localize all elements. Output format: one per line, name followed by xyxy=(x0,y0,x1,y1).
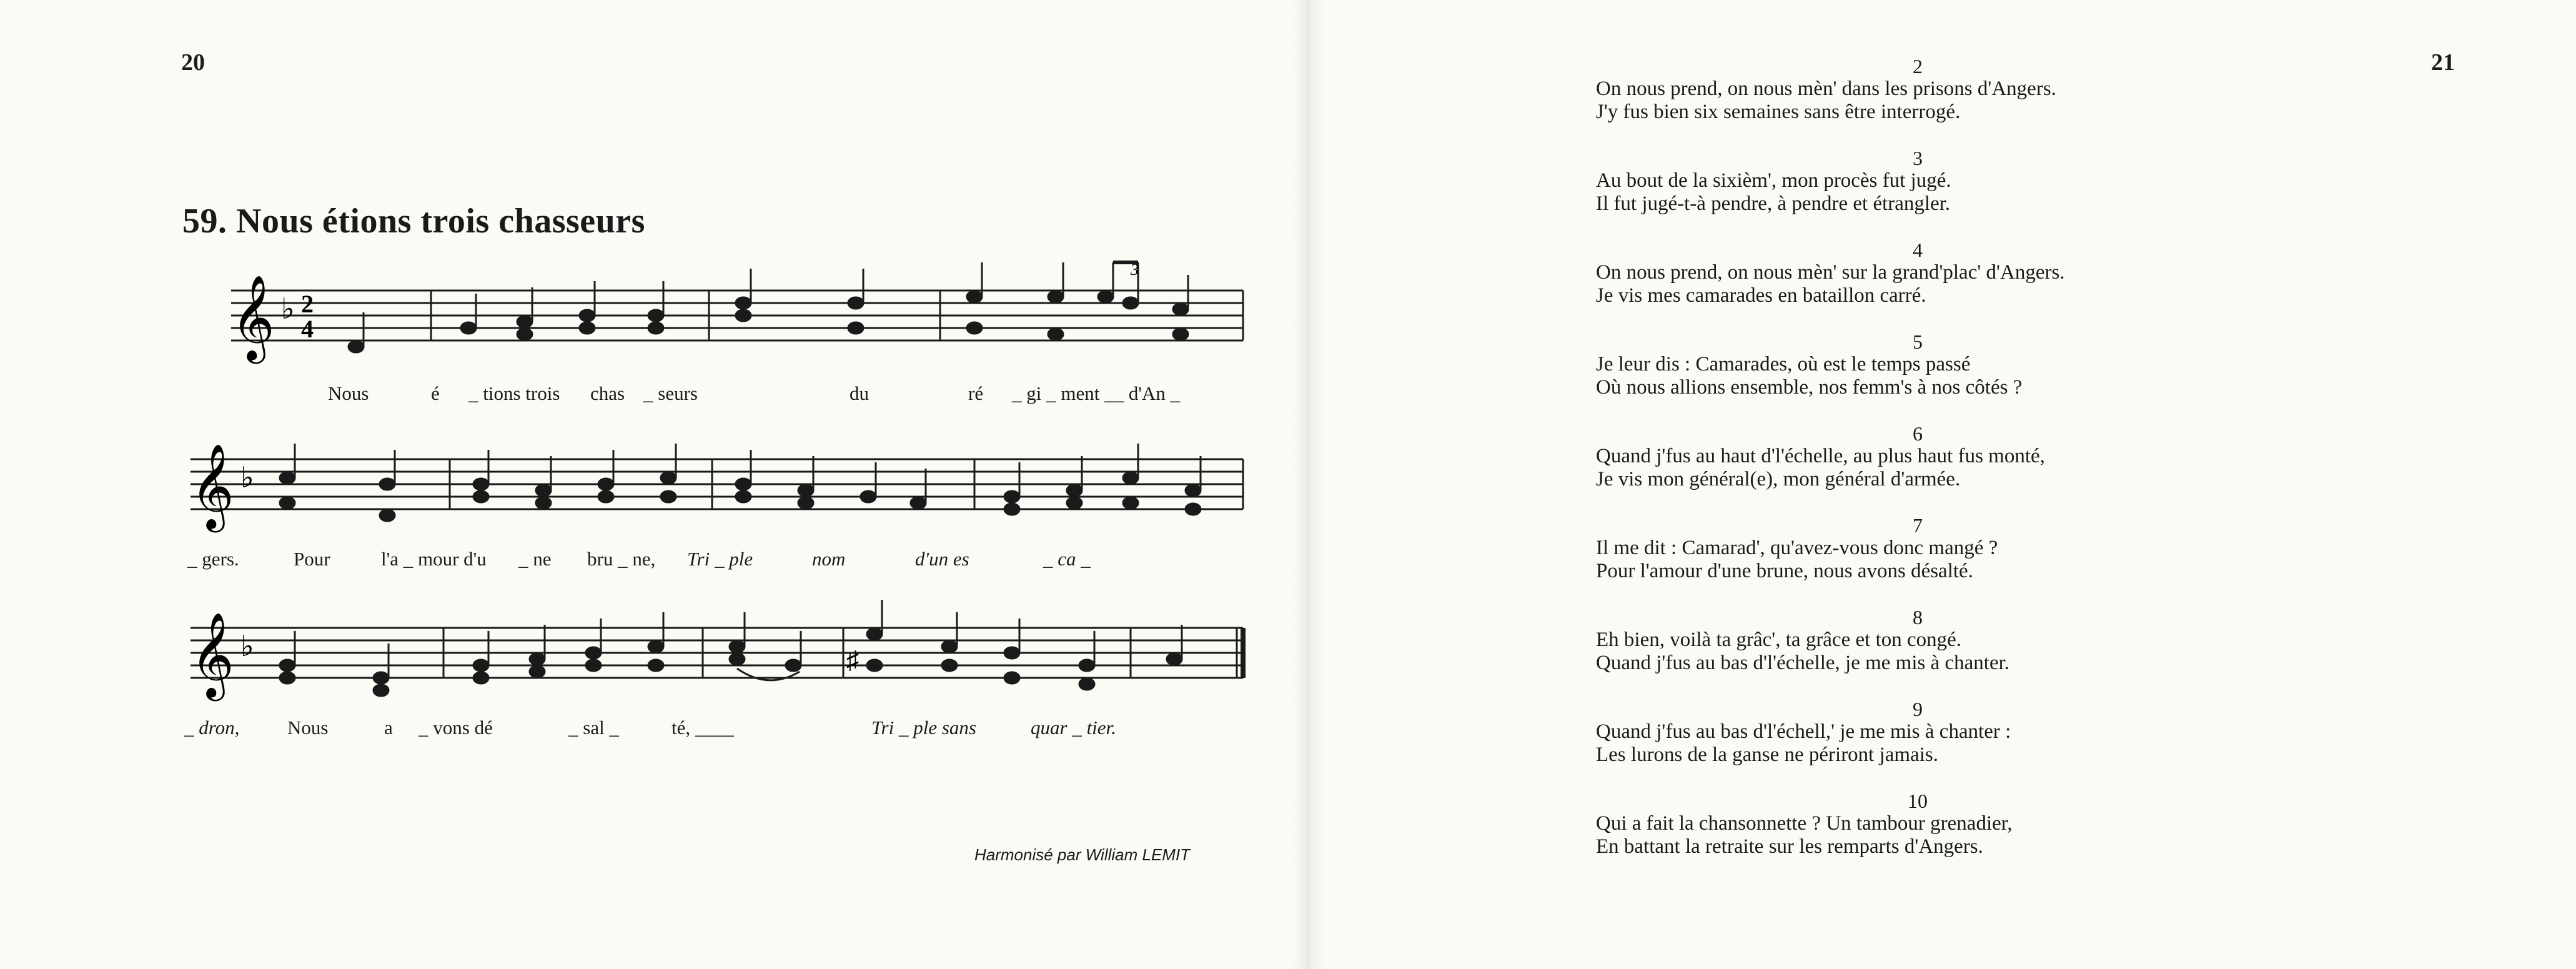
lyric-syllable: _ seurs xyxy=(643,382,698,404)
lyric-syllable: _ gi _ ment __ d'An _ xyxy=(1012,382,1181,404)
staff3-lyrics xyxy=(184,717,1116,738)
lyric-syllable: té, ____ xyxy=(671,717,734,738)
verse xyxy=(1596,514,2333,606)
verse-number: 10 xyxy=(1908,790,1928,812)
verse-line: Je leur dis : Camarades, où est le temps passé xyxy=(1596,353,1971,375)
lyric-syllable: _ vons dé xyxy=(419,717,493,738)
verse-line: Je vis mes camarades en bataillon carré. xyxy=(1596,284,1926,307)
verse xyxy=(1596,147,2333,239)
verse xyxy=(1596,698,2333,790)
lyric-syllable: du xyxy=(850,382,869,404)
verse-line: Je vis mon général(e), mon général d'armée. xyxy=(1596,468,1961,490)
lyric-syllable: _ ne xyxy=(518,548,552,570)
verse-line: Au bout de la sixièm', mon procès fut jugé. xyxy=(1596,169,1951,192)
verse-number: 7 xyxy=(1913,514,1923,537)
lyric-syllable: _ sal _ xyxy=(568,717,619,738)
lyric-syllable: Nous xyxy=(287,717,329,738)
lyric-syllable: l'a _ mour d'u xyxy=(381,548,487,570)
verse-line: J'y fus bien six semaines sans être interrogé. xyxy=(1596,101,1961,123)
verse xyxy=(1596,55,2333,147)
page-number-left: 20 xyxy=(181,49,205,76)
lyric-syllable: _ gers. xyxy=(187,548,239,570)
verse-number: 3 xyxy=(1913,147,1923,169)
verse-number: 4 xyxy=(1913,239,1923,261)
music-staff-1 xyxy=(181,261,1256,437)
verse xyxy=(1596,330,2333,422)
verse-line: Pour l'amour d'une brune, nous avons désalté. xyxy=(1596,560,1973,582)
verse-number: 6 xyxy=(1913,422,1923,445)
lyric-syllable: Tri _ ple sans xyxy=(871,717,976,738)
staff1-lyrics xyxy=(328,382,1181,404)
verse-line: Où nous allions ensemble, nos femm's à nos côtés ? xyxy=(1596,376,2023,399)
flat-key-signature-icon: ♭ xyxy=(240,630,254,662)
verse-number: 2 xyxy=(1913,55,1923,77)
verse-line: On nous prend, on nous mèn' dans les prisons d'Angers. xyxy=(1596,77,2056,100)
lyric-syllable: Nous xyxy=(328,382,369,404)
treble-clef-icon: 𝄞 xyxy=(231,277,275,359)
verse-line: Eh bien, voilà ta grâc', ta grâce et ton congé. xyxy=(1596,629,1962,651)
treble-clef-icon: 𝄞 xyxy=(191,445,234,527)
notes xyxy=(349,262,1188,352)
lyric-syllable: _ tions trois xyxy=(468,382,560,404)
verse-number: 8 xyxy=(1913,606,1923,629)
verse-line: Il me dit : Camarad', qu'avez-vous donc mangé ? xyxy=(1596,537,1998,559)
lyric-syllable: ré xyxy=(968,382,984,404)
lyric-syllable: bru _ ne, xyxy=(587,548,656,570)
verse-line: Quand j'fus au haut d'l'échelle, au plus haut fus monté, xyxy=(1596,445,2045,467)
verse xyxy=(1596,790,2333,882)
lyric-syllable: é xyxy=(431,382,440,404)
harmonization-credit: Harmonisé par William LEMIT xyxy=(974,845,1191,864)
song-title: 59. Nous étions trois chasseurs xyxy=(182,202,645,241)
verse xyxy=(1596,422,2333,514)
flat-key-signature-icon: ♭ xyxy=(281,293,295,325)
lyric-syllable: _ dron, xyxy=(184,717,240,738)
notes xyxy=(280,600,1182,696)
flat-key-signature-icon: ♭ xyxy=(240,462,254,494)
verse-line: Quand j'fus au bas d'l'échelle, je me mis à chanter. xyxy=(1596,652,2010,674)
time-signature: 2 xyxy=(301,290,314,318)
lyric-syllable: quar _ tier. xyxy=(1031,717,1116,738)
lyric-syllable: nom xyxy=(812,548,846,570)
verse-line: Quand j'fus au bas d'l'échell,' je me mis à chanter : xyxy=(1596,720,2011,743)
verse-line: Qui a fait la chansonnette ? Un tambour grenadier, xyxy=(1596,812,2013,835)
lyric-syllable: Tri _ ple xyxy=(687,548,753,570)
book-gutter xyxy=(1293,0,1324,969)
lyric-syllable: chas xyxy=(590,382,625,404)
lyric-syllable: Pour xyxy=(294,548,330,570)
lyric-syllable: _ ca _ xyxy=(1043,548,1091,570)
music-staff-3 xyxy=(181,609,1256,772)
verse-number: 5 xyxy=(1913,330,1923,353)
verse-line: Les lurons de la ganse ne périront jamais. xyxy=(1596,743,1938,766)
triplet-marking: 3 xyxy=(1131,261,1139,279)
verse-line: On nous prend, on nous mèn' sur la grand'plac' d'Angers. xyxy=(1596,261,2065,284)
verse xyxy=(1596,606,2333,698)
treble-clef-icon: 𝄞 xyxy=(191,614,234,696)
music-staff-2 xyxy=(181,440,1256,603)
lyric-syllable: a xyxy=(384,717,393,738)
verse-number: 9 xyxy=(1913,698,1923,720)
staff-lines xyxy=(191,459,1243,509)
sharp-accidental-icon: ♯ xyxy=(846,646,859,674)
verse-line: En battant la retraite sur les remparts d'Angers. xyxy=(1596,835,1983,858)
page-number-right: 21 xyxy=(2431,49,2455,76)
staff2-lyrics xyxy=(187,548,1091,570)
time-signature: 4 xyxy=(301,315,314,343)
verse xyxy=(1596,239,2333,330)
lyric-syllable: d'un es xyxy=(915,548,969,570)
verses-list xyxy=(1596,55,2333,882)
verse-line: Il fut jugé-t-à pendre, à pendre et étrangler. xyxy=(1596,192,1951,215)
